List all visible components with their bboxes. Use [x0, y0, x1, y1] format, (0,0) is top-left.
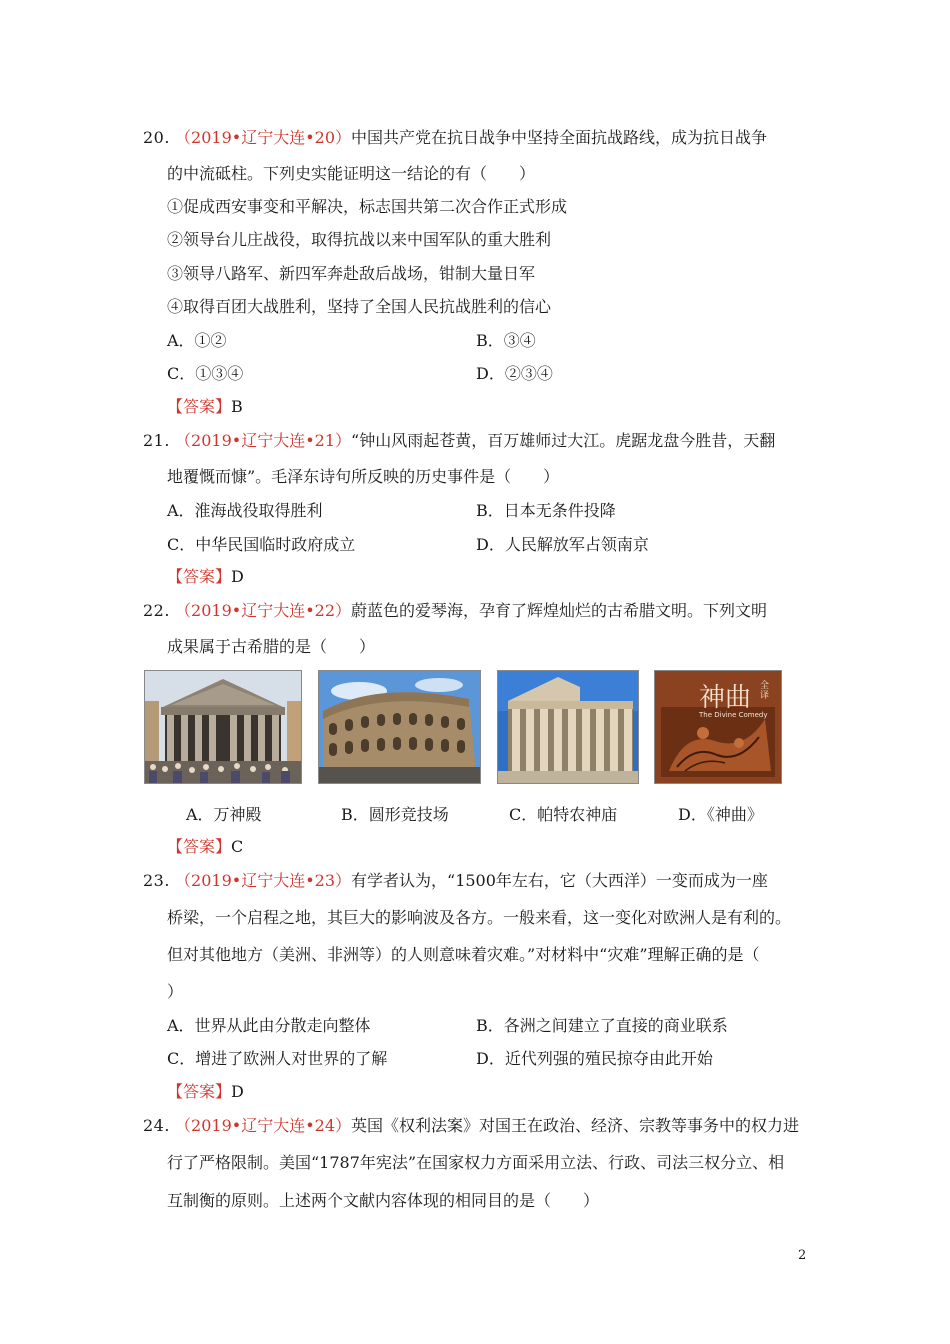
- pantheon-illustration: [145, 671, 301, 783]
- q23-option-c: C．增进了欧洲人对世界的了解: [167, 1049, 388, 1068]
- q20-source: （2019•辽宁大连•20）: [175, 128, 352, 147]
- q22-source: （2019•辽宁大连•22）: [175, 601, 352, 620]
- divine-comedy-cover-subtitle: The Divine Comedy: [699, 711, 768, 719]
- q21-stem-line-1: [143, 430, 775, 452]
- q21-option-d: D．人民解放军占领南京: [476, 535, 649, 554]
- q20-number: 20.: [143, 128, 170, 147]
- q20-option-c: C．①③④: [167, 364, 244, 383]
- parthenon-illustration: [498, 671, 638, 783]
- q20-option-d: D．②③④: [476, 364, 553, 383]
- q20-stem-line-2: 的中流砥柱。下列史实能证明这一结论的有（ ）: [167, 164, 536, 183]
- colosseum-illustration: [319, 671, 480, 783]
- q23-answer: [167, 1081, 244, 1103]
- divine-comedy-cover-title: 神曲: [699, 683, 752, 713]
- q21-number: 21.: [143, 431, 170, 450]
- q22-option-a: A．万神殿: [186, 805, 262, 824]
- q22-answer: [167, 836, 243, 858]
- q21-answer: [167, 566, 244, 588]
- q20-answer: [167, 396, 243, 418]
- answer-value: C: [231, 837, 244, 856]
- q23-number: 23.: [143, 871, 170, 890]
- q24-stem-line-2: 行了严格限制。美国“1787年宪法”在国家权力方面采用立法、行政、司法三权分立、相: [167, 1153, 785, 1172]
- q23-option-a: A．世界从此由分散走向整体: [167, 1016, 371, 1035]
- q23-source: （2019•辽宁大连•23）: [175, 871, 352, 890]
- q21-stem-text-1: “钟山风雨起苍黄，百万雄师过大江。虎踞龙盘今胜昔，天翻: [351, 431, 776, 450]
- answer-value: D: [231, 567, 244, 586]
- q20-option-a: A．①②: [167, 331, 227, 350]
- page-number: 2: [798, 1248, 807, 1263]
- parthenon-image: [497, 670, 639, 784]
- q20-stem-line-1: [143, 127, 767, 149]
- q22-option-d: D．《神曲》: [678, 805, 763, 824]
- q22-number: 22.: [143, 601, 170, 620]
- q22-stem-line-1: [143, 600, 767, 622]
- q22-option-b: B．圆形竞技场: [341, 805, 449, 824]
- answer-label: 【答案】: [167, 1082, 232, 1101]
- q23-option-b: B．各洲之间建立了直接的商业联系: [476, 1016, 728, 1035]
- divine-comedy-cover-side: 全译: [760, 681, 770, 701]
- answer-label: 【答案】: [167, 837, 232, 856]
- q24-stem-line-1: [143, 1115, 799, 1137]
- divine-comedy-cover-image: [654, 670, 782, 784]
- q21-option-b: B．日本无条件投降: [476, 501, 616, 520]
- q20-item-2: ②领导台儿庄战役，取得抗战以来中国军队的重大胜利: [167, 230, 552, 249]
- answer-value: D: [231, 1082, 244, 1101]
- q23-stem-line-1: [143, 870, 768, 892]
- answer-label: 【答案】: [167, 397, 232, 416]
- answer-label: 【答案】: [167, 567, 232, 586]
- q21-stem-line-2: 地覆慨而慷”。毛泽东诗句所反映的历史事件是（ ）: [167, 467, 560, 486]
- q20-stem-text-1: 中国共产党在抗日战争中坚持全面抗战路线，成为抗日战争: [351, 128, 768, 147]
- q23-option-d: D．近代列强的殖民掠夺由此开始: [476, 1049, 713, 1068]
- q22-stem-line-2: 成果属于古希腊的是（ ）: [167, 637, 376, 656]
- q23-stem-line-4: ）: [167, 982, 184, 1001]
- q22-option-c: C．帕特农神庙: [509, 805, 618, 824]
- q21-source: （2019•辽宁大连•21）: [175, 431, 352, 450]
- q23-stem-text-1: 有学者认为，“1500年左右，它（大西洋）一变而成为一座: [351, 871, 768, 890]
- colosseum-image: [318, 670, 481, 784]
- q24-stem-text-1: 英国《权利法案》对国王在政治、经济、宗教等事务中的权力进: [351, 1116, 800, 1135]
- q20-item-4: ④取得百团大战胜利，坚持了全国人民抗战胜利的信心: [167, 297, 552, 316]
- q21-option-c: C．中华民国临时政府成立: [167, 535, 356, 554]
- q23-stem-line-2: 桥梁，一个启程之地，其巨大的影响波及各方。一般来看，这一变化对欧洲人是有利的。: [167, 908, 792, 927]
- q22-stem-text-1: 蔚蓝色的爱琴海，孕育了辉煌灿烂的古希腊文明。下列文明: [351, 601, 768, 620]
- q20-item-1: ①促成西安事变和平解决，标志国共第二次合作正式形成: [167, 197, 568, 216]
- q24-number: 24.: [143, 1116, 170, 1135]
- q24-source: （2019•辽宁大连•24）: [175, 1116, 352, 1135]
- q20-option-b: B．③④: [476, 331, 536, 350]
- q24-stem-line-3: 互制衡的原则。上述两个文献内容体现的相同目的是（ ）: [167, 1191, 600, 1210]
- answer-value: B: [231, 397, 243, 416]
- q21-option-a: A．淮海战役取得胜利: [167, 501, 323, 520]
- q20-item-3: ③领导八路军、新四军奔赴敌后战场，钳制大量日军: [167, 264, 536, 283]
- q23-stem-line-3: 但对其他地方（美洲、非洲等）的人则意味着灾难。”对材料中“灾难”理解正确的是（: [167, 945, 760, 964]
- pantheon-image: [144, 670, 302, 784]
